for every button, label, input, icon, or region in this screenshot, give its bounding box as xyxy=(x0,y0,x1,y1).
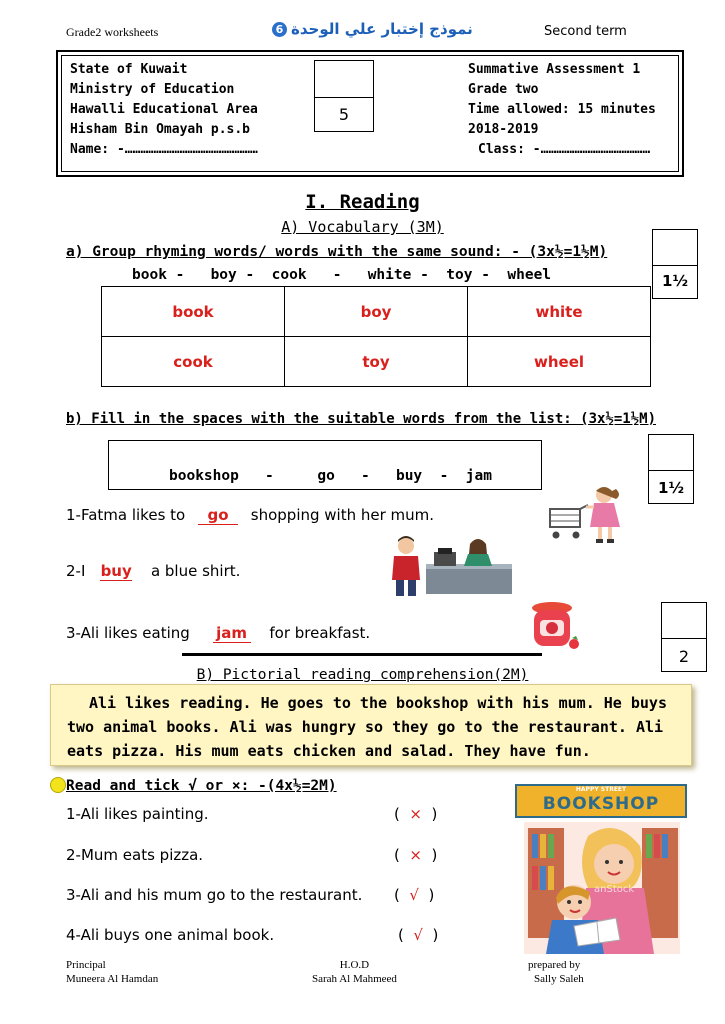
section-subtitle: A) Vocabulary (3M) xyxy=(281,218,444,236)
rhyme-cell: book xyxy=(102,287,285,337)
table-row xyxy=(102,337,651,387)
bookshop-sign xyxy=(515,784,687,818)
school-line: Hawalli Educational Area xyxy=(70,102,258,117)
fill-sentence-3: 3-Ali likes eating jam for breakfast. xyxy=(66,624,371,642)
arabic-title: نموذج إختبار علي الوحدة xyxy=(291,20,473,38)
answer-blank[interactable]: jam xyxy=(213,624,251,643)
jam-jar-illustration xyxy=(526,600,582,652)
part-b-score-box xyxy=(648,434,694,504)
part-a-score: 1½ xyxy=(662,272,688,290)
name-field[interactable]: Name: -…………………………………………… xyxy=(70,142,258,157)
rhyme-cell: white xyxy=(468,287,651,337)
rhyme-cell: toy xyxy=(285,337,468,387)
principal-role: Principal xyxy=(66,959,106,971)
school-line: State of Kuwait xyxy=(70,62,188,77)
school-line: Ministry of Education xyxy=(70,82,235,97)
tick-mark: √ xyxy=(413,926,423,944)
tick-item-2: 2-Mum eats pizza. xyxy=(66,846,204,864)
section-divider xyxy=(182,653,542,656)
part-a-instruction: a) Group rhyming words/ words with the same sound: - (3x½=1½M) xyxy=(66,244,608,260)
assessment-line: Summative Assessment 1 xyxy=(468,62,641,77)
arabic-title-group xyxy=(272,17,473,41)
tick-item-4: 4-Ali buys one animal book. xyxy=(66,926,275,944)
bullet-icon xyxy=(50,777,66,793)
tick-item-3: 3-Ali and his mum go to the restaurant. xyxy=(66,886,363,904)
word-bank: bookshop - go - buy - jam xyxy=(169,468,493,484)
tick-answer-3[interactable]: ( √ ) xyxy=(394,886,435,904)
hod-role: H.O.D xyxy=(339,959,370,971)
answer-blank[interactable]: go xyxy=(198,506,238,525)
assessment-line: 2018-2019 xyxy=(468,122,539,137)
tick-item-1: 1-Ali likes painting. xyxy=(66,805,209,823)
part-a-word-list: book - boy - cook - white - toy - wheel xyxy=(132,267,552,283)
answer-blank[interactable]: buy xyxy=(100,562,132,580)
part-b-instruction: b) Fill in the spaces with the suitable words from the list: (3x½=1½M) xyxy=(66,411,657,427)
shop-counter-illustration xyxy=(388,534,518,598)
rhyme-cell: cook xyxy=(102,337,285,387)
part-b2-score: 2 xyxy=(678,647,690,666)
preparer-name: Sally Saleh xyxy=(534,973,584,985)
total-score-box xyxy=(314,60,374,132)
unit-badge: 6 xyxy=(272,22,287,37)
rhyme-cell: wheel xyxy=(468,337,651,387)
total-score: 5 xyxy=(338,105,350,124)
rhyme-cell: boy xyxy=(285,287,468,337)
shopping-girl-illustration xyxy=(546,485,640,547)
rhyme-table xyxy=(101,286,651,387)
preparer-role: prepared by xyxy=(528,959,581,971)
part-a-score-box xyxy=(652,229,698,299)
footer-principal xyxy=(66,958,158,986)
fill-sentence-1: 1-Fatma likes to go shopping with her mum. xyxy=(66,506,435,524)
tick-answer-2[interactable]: ( × ) xyxy=(394,846,438,864)
fill-sentence-2: 2-I buy a blue shirt. xyxy=(66,562,241,580)
sign-title: BOOKSHOP xyxy=(542,794,660,814)
worksheet-label: Grade2 worksheets xyxy=(66,25,159,39)
footer-hod xyxy=(312,958,397,986)
watermark: anStock xyxy=(594,884,635,895)
school-info xyxy=(70,60,258,160)
hod-name: Sarah Al Mahmeed xyxy=(312,973,397,985)
assessment-line: Time allowed: 15 minutes xyxy=(468,102,656,117)
part-c-title: B) Pictorial reading comprehension(2M) xyxy=(196,667,529,683)
mother-son-reading-illustration xyxy=(524,822,680,954)
tick-instruction: Read and tick √ or ×: -(4x½=2M) xyxy=(66,778,337,794)
table-row xyxy=(102,287,651,337)
tick-answer-4[interactable]: ( √ ) xyxy=(398,926,439,944)
word-bank-box xyxy=(108,440,542,490)
section-title: I. Reading xyxy=(305,191,420,213)
assessment-line: Grade two xyxy=(468,82,539,97)
school-line: Hisham Bin Omayah p.s.b xyxy=(70,122,251,137)
assessment-info xyxy=(468,60,656,160)
sign-subtitle: HAPPY STREET xyxy=(575,786,627,793)
tick-mark: √ xyxy=(409,886,419,904)
part-b-score: 1½ xyxy=(658,479,684,497)
tick-answer-1[interactable]: ( × ) xyxy=(394,805,438,823)
term-label: Second term xyxy=(544,24,627,39)
cross-mark: × xyxy=(409,846,422,864)
cross-mark: × xyxy=(409,805,422,823)
footer-prepared xyxy=(528,958,584,986)
reading-passage: Ali likes reading. He goes to the bookshop with his mum. He buys two animal books. Ali was hungry so they go to the restaurant. Ali eats pizza. His mum eats chicken and salad. They have fun. xyxy=(50,684,692,766)
part-b2-score-box xyxy=(661,602,707,672)
principal-name: Muneera Al Hamdan xyxy=(66,973,159,985)
class-field[interactable]: Class: -…………………………………… xyxy=(478,142,651,157)
